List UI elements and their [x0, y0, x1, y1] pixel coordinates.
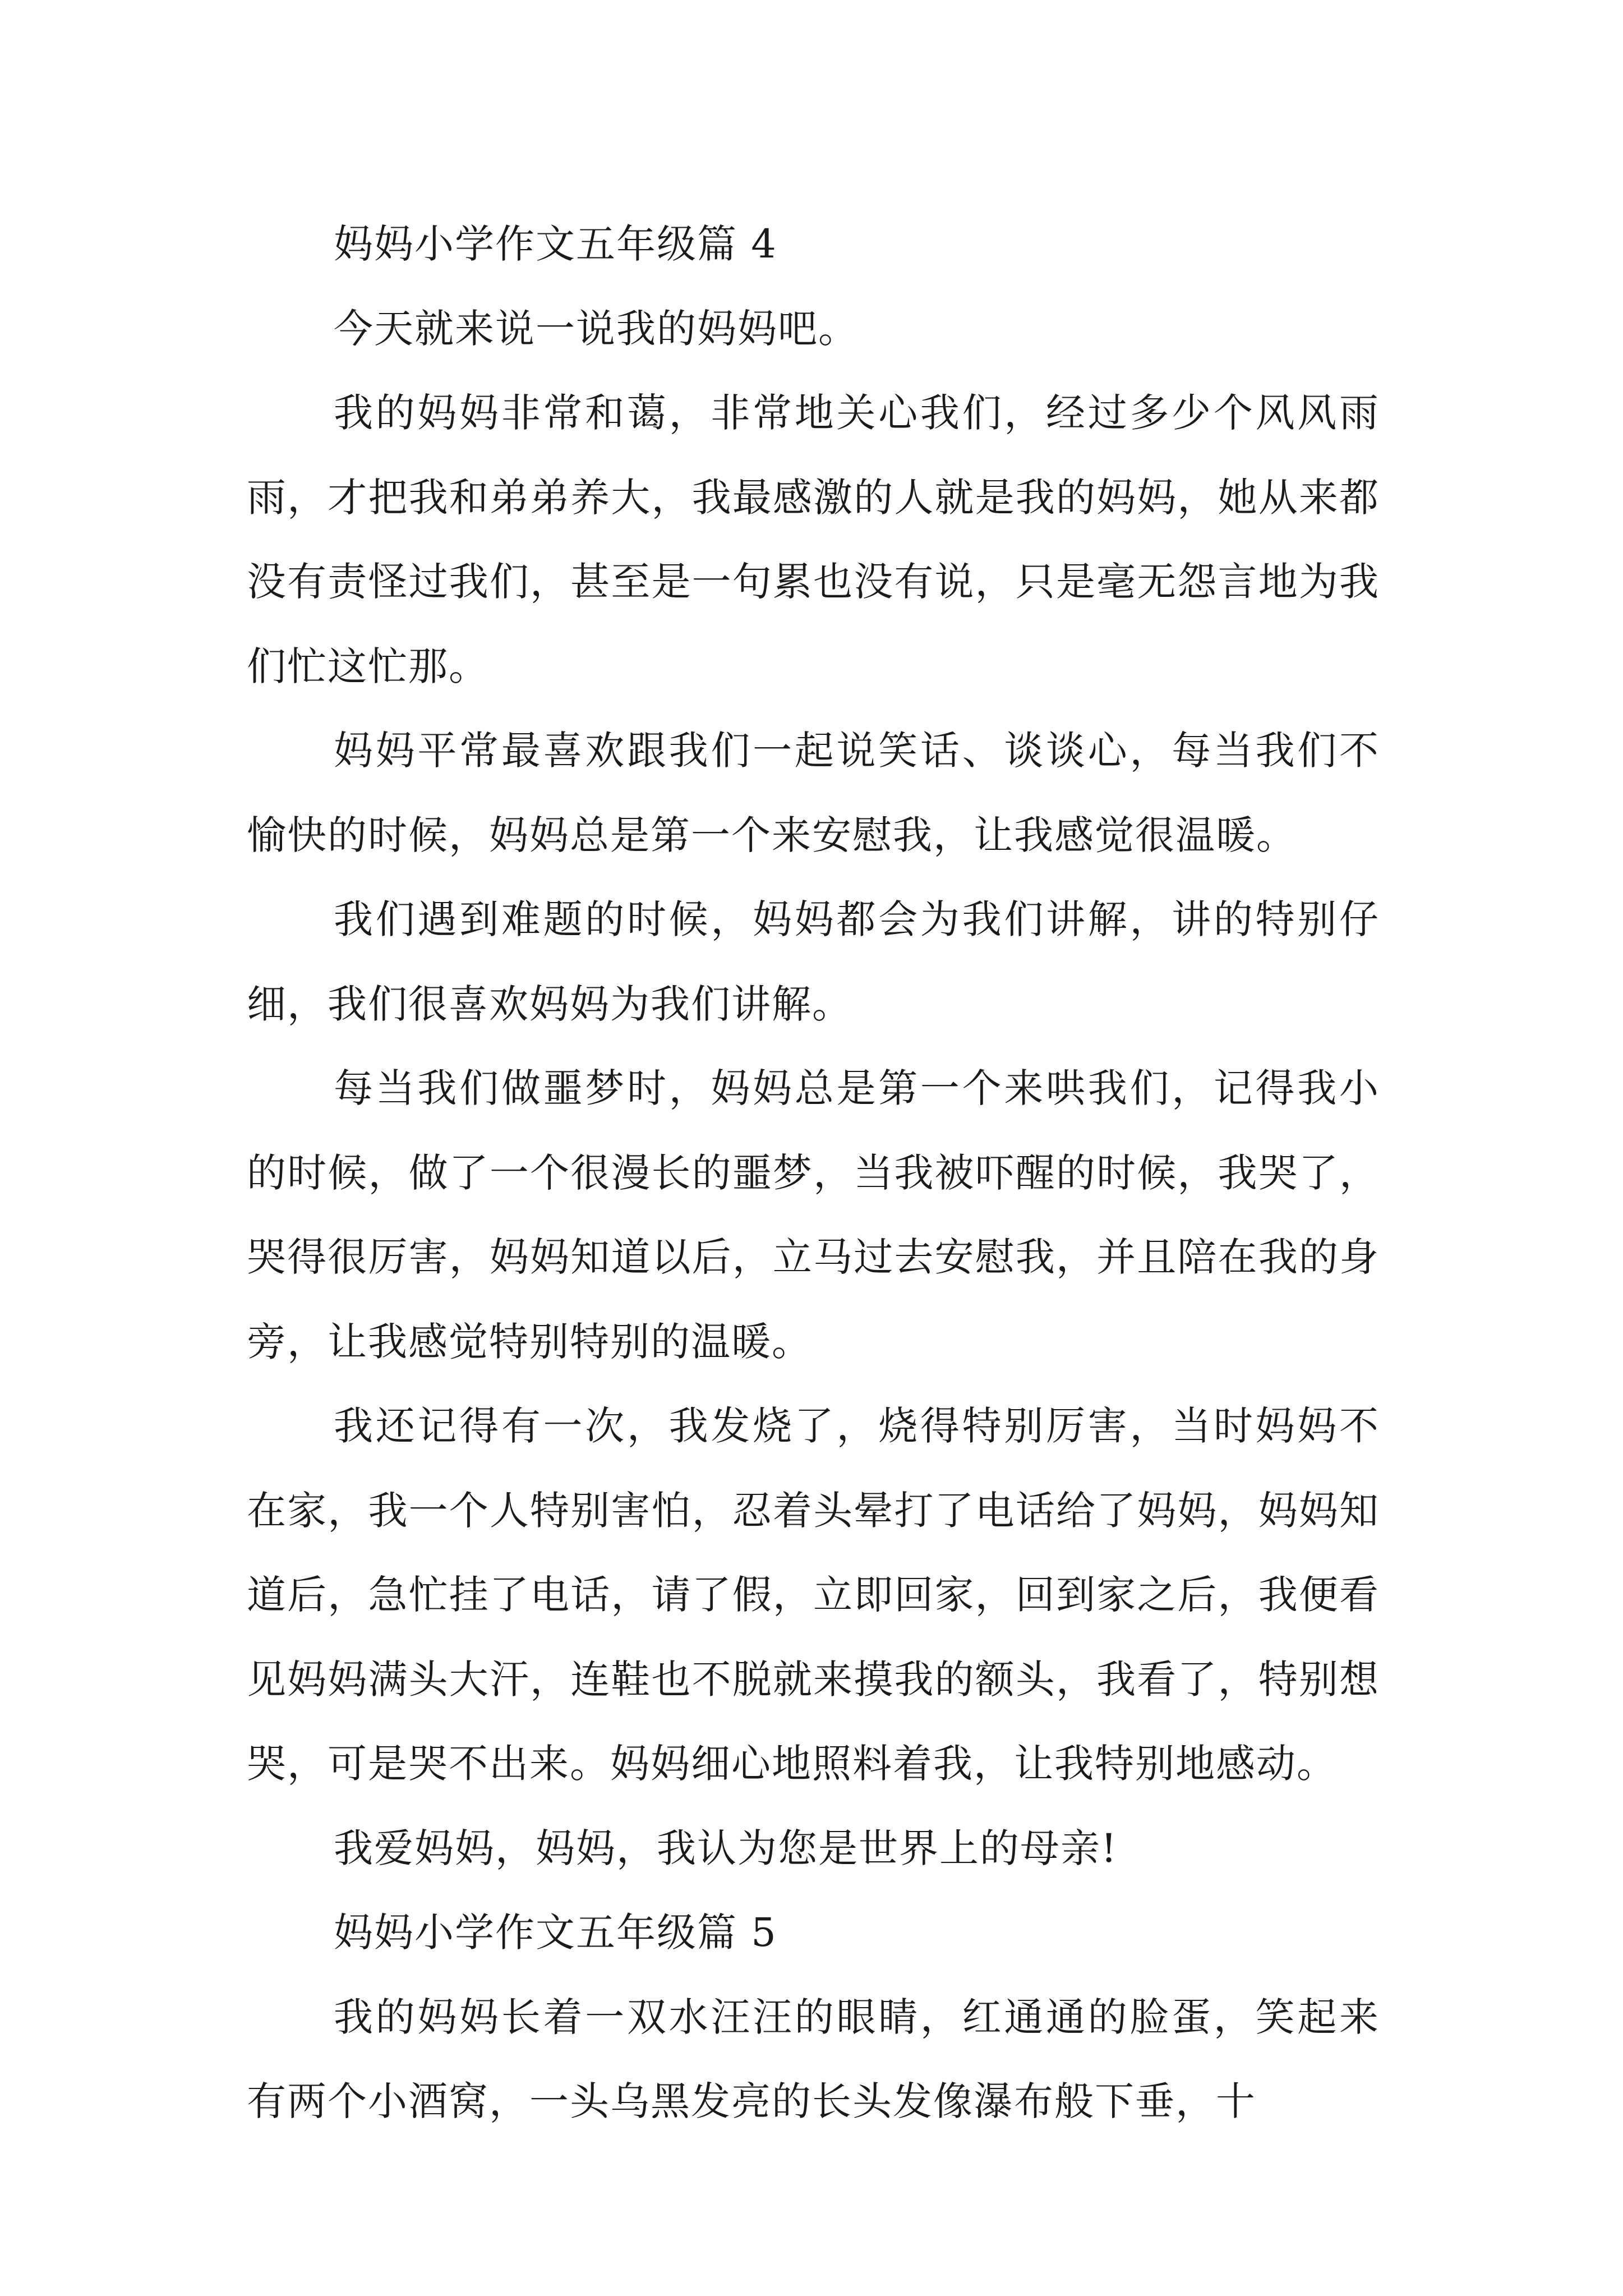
- section-heading-5: 妈妈小学作文五年级篇 5: [334, 1910, 777, 1955]
- paragraph-8: 我的妈妈长着一双水汪汪的眼睛，红通通的脸蛋，笑起来有两个小酒窝，一头乌黑发亮的长头发像瀑布般下垂，十: [247, 1994, 1380, 2124]
- section-heading-4: 妈妈小学作文五年级篇 4: [334, 221, 777, 267]
- paragraph-5: 每当我们做噩梦时，妈妈总是第一个来哄我们，记得我小的时候，做了一个很漫长的噩梦，当我被吓醒的时候，我哭了，哭得很厉害，妈妈知道以后，立马过去安慰我，并且陪在我的身旁，让我感觉特别特别的温暖。: [247, 1065, 1380, 1365]
- paragraph-6: 我还记得有一次，我发烧了，烧得特别厉害，当时妈妈不在家，我一个人特别害怕，忍着头晕打了电话给了妈妈，妈妈知道后，急忙挂了电话，请了假，立即回家，回到家之后，我便看见妈妈满头大汗，连鞋也不脱就来摸我的额头，我看了，特别想哭，可是哭不出来。妈妈细心地照料着我，让我特别地感动。: [247, 1403, 1380, 1787]
- paragraph-7: 我爱妈妈，妈妈，我认为您是世界上的母亲!: [334, 1825, 1118, 1871]
- paragraph-1: 今天就来说一说我的妈妈吧。: [334, 305, 859, 352]
- paragraph-3: 妈妈平常最喜欢跟我们一起说笑话、谈谈心，每当我们不愉快的时候，妈妈总是第一个来安慰我，让我感觉很温暖。: [247, 728, 1380, 858]
- paragraph-4: 我们遇到难题的时候，妈妈都会为我们讲解，讲的特别仔细，我们很喜欢妈妈为我们讲解。: [247, 896, 1380, 1027]
- paragraph-2: 我的妈妈非常和蔼，非常地关心我们，经过多少个风风雨雨，才把我和弟弟养大，我最感激的人就是我的妈妈，她从来都没有责怪过我们，甚至是一句累也没有说，只是毫无怨言地为我们忙这忙那。: [247, 390, 1380, 689]
- document-body: [247, 202, 1380, 2144]
